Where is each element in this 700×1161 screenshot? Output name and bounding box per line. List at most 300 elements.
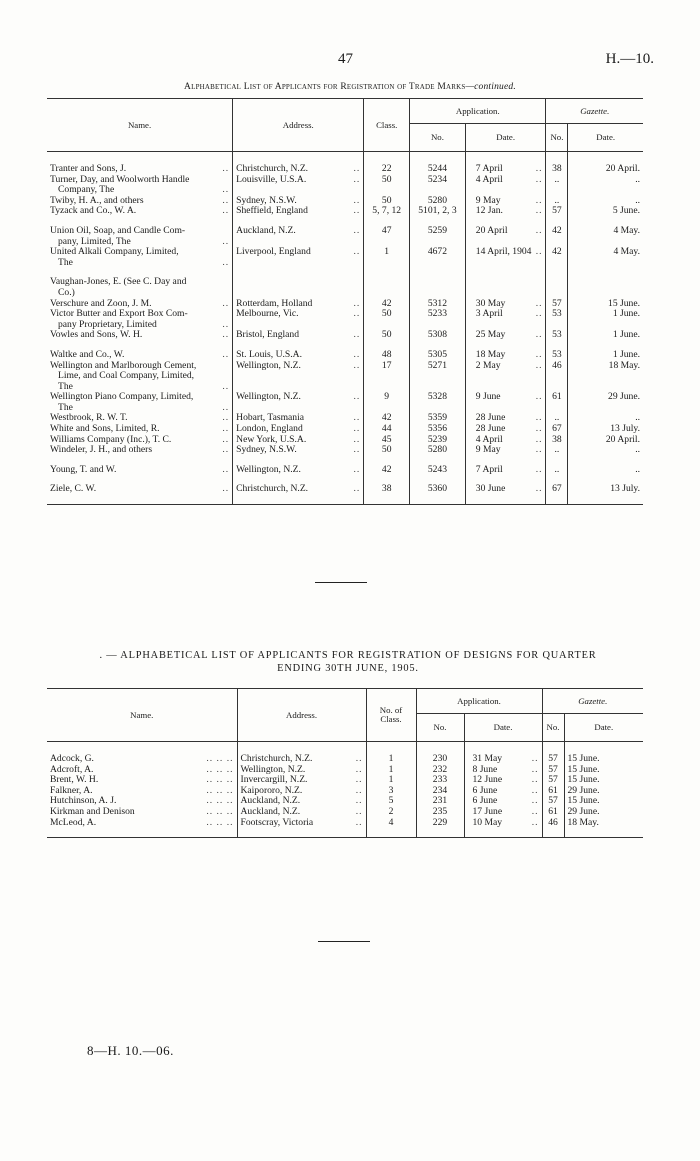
- class-number: 47: [364, 226, 410, 247]
- leader-dots: ..: [355, 753, 363, 764]
- gazette-date: 29 June.: [567, 784, 600, 796]
- applicant-address: [233, 361, 364, 393]
- designs-col-gazette-header: Gazette.: [542, 689, 643, 714]
- gazette-date: 4 May.: [613, 246, 640, 258]
- designs-col-gaz-no-header: No.: [542, 714, 564, 742]
- class-number: 22: [364, 164, 410, 175]
- class-number: 9: [364, 392, 410, 413]
- applicant-address-text: Sydney, N.S.W.: [236, 444, 297, 456]
- table-row: [47, 277, 643, 298]
- applicant-address-text: New York, U.S.A.: [236, 433, 307, 445]
- applicant-name-line: Wellington Piano Company, Limited,: [50, 391, 194, 403]
- spacer-cell: [546, 268, 568, 277]
- class-number: 3: [366, 786, 416, 797]
- application-number: 234: [416, 786, 464, 797]
- applicant-name-line: Waltke and Co., W.: [50, 348, 125, 360]
- application-number: 5271: [410, 361, 466, 393]
- spacer-cell: [47, 495, 233, 505]
- gazette-date: 1 June.: [612, 329, 640, 341]
- class-number: 48: [364, 350, 410, 361]
- leader-dots: ..: [353, 205, 361, 217]
- col-gaz-date-header: Date.: [568, 124, 643, 152]
- applicant-name-line: Union Oil, Soap, and Candle Com-: [50, 224, 186, 236]
- applicant-name-line: Twiby, H. A., and others: [50, 194, 144, 206]
- gazette-number: 67: [546, 424, 568, 435]
- application-date-text: 28 June: [475, 423, 506, 435]
- applicant-name: [47, 226, 233, 247]
- class-number: 1: [366, 775, 416, 786]
- gazette-number: 57: [542, 765, 564, 776]
- application-number: 5305: [410, 350, 466, 361]
- leader-dots: ..: [535, 194, 543, 206]
- leader-dots: ..: [535, 224, 543, 236]
- applicant-name-line: Windeler, J. H., and others: [50, 444, 153, 456]
- leader-dots: .. .. ..: [206, 805, 234, 817]
- applicant-address-text: Hobart, Tasmania: [236, 412, 305, 424]
- table-row: [47, 465, 643, 476]
- leader-dots: ..: [353, 391, 361, 403]
- col-name-header: Name.: [47, 99, 233, 152]
- leader-dots: ..: [222, 423, 230, 435]
- table-row: [47, 807, 643, 818]
- gazette-number: 61: [546, 392, 568, 413]
- leader-dots: ..: [353, 433, 361, 445]
- leader-dots: ..: [222, 433, 230, 445]
- col-gaz-no-header: No.: [546, 124, 568, 152]
- applicant-name: [47, 164, 233, 175]
- applicant-address-text: Christchurch, N.Z.: [236, 483, 309, 495]
- gazette-date: ..: [635, 173, 640, 185]
- spacer-cell: [465, 495, 546, 505]
- applicant-name-text: Adcock, G.: [50, 753, 94, 764]
- class-number: 5: [366, 796, 416, 807]
- leader-dots: ..: [222, 318, 230, 330]
- applicant-address-text: Rotterdam, Holland: [236, 297, 313, 309]
- table-row: [47, 818, 643, 829]
- applicant-name-line: Ziele, C. W.: [50, 483, 97, 495]
- application-date: [465, 206, 546, 217]
- leader-dots: ..: [355, 763, 363, 775]
- class-number: 1: [366, 754, 416, 765]
- applicant-name: [47, 392, 233, 413]
- gazette-date: 1 June.: [612, 348, 640, 360]
- leader-dots: ..: [531, 816, 539, 828]
- application-date: [465, 361, 546, 393]
- designs-col-class-line1: No. of: [379, 705, 403, 715]
- leader-dots: ..: [222, 412, 230, 424]
- application-date-text: 18 May: [475, 348, 506, 360]
- applicant-address-text: Wellington, N.Z.: [240, 763, 306, 775]
- gazette-number: 46: [542, 818, 564, 829]
- leader-dots: ..: [535, 329, 543, 341]
- table-row: [47, 392, 643, 413]
- spacer-cell: [542, 828, 564, 838]
- leader-dots: ..: [535, 433, 543, 445]
- applicant-name: [47, 247, 233, 268]
- table-spacer: [47, 828, 643, 838]
- gazette-number: [546, 277, 568, 298]
- section-divider: [315, 582, 367, 583]
- leader-dots: ..: [222, 444, 230, 456]
- application-date-text: 17 June: [472, 805, 503, 817]
- leader-dots: .. .. ..: [206, 753, 234, 764]
- applicant-address: [233, 247, 364, 268]
- applicant-name-line: Victor Butter and Export Box Com-: [50, 308, 188, 320]
- class-number: 50: [364, 196, 410, 207]
- table-row: [47, 247, 643, 268]
- application-number: [410, 277, 466, 298]
- applicant-name-text: Falkner, A.: [50, 784, 93, 796]
- applicant-name: [47, 818, 237, 829]
- applicant-name-line: Lime, and Coal Company, Limited,: [58, 370, 195, 382]
- gazette-date: 5 June.: [612, 205, 640, 217]
- applicant-address-text: Wellington, N.Z.: [236, 463, 301, 475]
- gazette-number: 46: [546, 361, 568, 393]
- class-number: 42: [364, 413, 410, 424]
- designs-table: [47, 688, 643, 838]
- application-number: 5101, 2, 3: [410, 206, 466, 217]
- application-number: 231: [416, 796, 464, 807]
- spacer-cell: [568, 495, 643, 505]
- leader-dots: ..: [353, 412, 361, 424]
- leader-dots: ..: [535, 205, 543, 217]
- application-number: 5360: [410, 484, 466, 495]
- leader-dots: ..: [353, 463, 361, 475]
- gazette-date: 13 July.: [610, 483, 640, 495]
- application-date-text: 9 May: [475, 444, 501, 456]
- designs-col-app-no-header: No.: [416, 714, 464, 742]
- trade-marks-table: [47, 98, 643, 505]
- application-date-text: 2 May: [475, 359, 501, 371]
- gazette-date: 15 June.: [567, 763, 600, 775]
- leader-dots: ..: [531, 805, 539, 817]
- footer-code: 8—H. 10.—06.: [87, 1043, 174, 1058]
- applicant-name-line: pany, Limited, The: [58, 235, 131, 247]
- leader-dots: ..: [353, 163, 361, 174]
- gazette-number: ..: [546, 413, 568, 424]
- application-date-text: 12 Jan.: [475, 205, 503, 217]
- spacer-cell: [237, 828, 366, 838]
- designs-body: [47, 742, 643, 838]
- applicant-name-line: Westbrook, R. W. T.: [50, 412, 128, 424]
- applicant-name-line: Williams Company (Inc.), T. C.: [50, 433, 172, 445]
- gazette-number: 38: [546, 164, 568, 175]
- spacer-cell: [364, 495, 410, 505]
- class-number: 42: [364, 465, 410, 476]
- gazette-date: 18 May.: [608, 359, 640, 371]
- applicant-address: [233, 392, 364, 413]
- gazette-date: [568, 277, 643, 298]
- application-number: 5356: [410, 424, 466, 435]
- trade-marks-body: [47, 152, 643, 505]
- application-number: 5280: [410, 196, 466, 207]
- applicant-name-line: Verschure and Zoon, J. M.: [50, 297, 152, 309]
- gazette-date: 15 June.: [567, 753, 600, 764]
- class-number: 50: [364, 445, 410, 456]
- applicant-name-line: Company, The: [58, 184, 115, 196]
- leader-dots: .. .. ..: [206, 774, 234, 786]
- applicant-address-text: Wellington, N.Z.: [236, 359, 301, 371]
- applicant-name-line: Vaughan-Jones, E. (See C. Day and: [50, 276, 187, 288]
- application-date-text: 8 June: [472, 763, 498, 775]
- table-spacer: [47, 495, 643, 505]
- application-date-text: 9 June: [475, 391, 501, 403]
- applicant-address: [233, 206, 364, 217]
- spacer-cell: [233, 268, 364, 277]
- gazette-date: 1 June.: [612, 308, 640, 320]
- designs-col-class-header: [366, 689, 416, 742]
- application-date-text: 28 June: [475, 412, 506, 424]
- applicant-name-line: The: [58, 401, 73, 413]
- spacer-cell: [568, 268, 643, 277]
- leader-dots: ..: [535, 297, 543, 309]
- application-date-text: 6 June: [472, 784, 498, 796]
- leader-dots: ..: [531, 753, 539, 764]
- applicant-name: [47, 465, 233, 476]
- applicant-name-line: Wellington and Marlborough Cement,: [50, 359, 197, 371]
- applicant-name-text: Adcroft, A.: [50, 763, 94, 775]
- table-row: [47, 361, 643, 393]
- trade-marks-title: [0, 82, 700, 92]
- application-number: 232: [416, 765, 464, 776]
- applicant-address: [233, 445, 364, 456]
- designs-col-name-header: Name.: [47, 689, 237, 742]
- gazette-date: 15 June.: [608, 297, 640, 309]
- class-number: 50: [364, 175, 410, 196]
- spacer-cell: [465, 268, 546, 277]
- leader-dots: ..: [353, 359, 361, 371]
- gazette-date: ..: [635, 194, 640, 206]
- applicant-name: [47, 350, 233, 361]
- table-row: [47, 309, 643, 330]
- applicant-name-text: Hutchinson, A. J.: [50, 795, 117, 807]
- gazette-date: 20 April.: [605, 163, 640, 174]
- applicant-address-text: Auckland, N.Z.: [236, 224, 296, 236]
- leader-dots: ..: [222, 463, 230, 475]
- leader-dots: ..: [222, 297, 230, 309]
- gazette-number: ..: [546, 465, 568, 476]
- table-row: [47, 754, 643, 765]
- leader-dots: ..: [355, 795, 363, 807]
- applicant-address-text: Liverpool, England: [236, 246, 311, 258]
- spacer-cell: [47, 828, 237, 838]
- application-date: [464, 818, 542, 829]
- applicant-address: [233, 330, 364, 341]
- gazette-date: ..: [635, 463, 640, 475]
- leader-dots: ..: [353, 329, 361, 341]
- application-number: 5244: [410, 164, 466, 175]
- gazette-date: ..: [635, 444, 640, 456]
- gazette-number: 53: [546, 330, 568, 341]
- leader-dots: ..: [355, 774, 363, 786]
- applicant-name-line: The: [58, 380, 73, 392]
- applicant-address: [233, 309, 364, 330]
- application-date-text: 7 April: [475, 163, 503, 174]
- gazette-number: 57: [542, 775, 564, 786]
- leader-dots: ..: [535, 348, 543, 360]
- gazette-date: 29 June.: [608, 391, 640, 403]
- leader-dots: ..: [535, 163, 543, 174]
- leader-dots: ..: [531, 795, 539, 807]
- table-row: [47, 206, 643, 217]
- leader-dots: ..: [222, 184, 230, 196]
- leader-dots: ..: [222, 401, 230, 413]
- gazette-date: 29 June.: [567, 805, 600, 817]
- leader-dots: ..: [222, 329, 230, 341]
- leader-dots: ..: [353, 423, 361, 435]
- applicant-name-line: Co.): [58, 286, 75, 298]
- leader-dots: ..: [535, 246, 543, 258]
- leader-dots: ..: [355, 816, 363, 828]
- designs-col-class-line2: Class.: [380, 714, 402, 724]
- application-date: [465, 465, 546, 476]
- application-date-text: 14 April, 1904: [475, 246, 532, 258]
- table-row: [47, 226, 643, 247]
- class-number: 50: [364, 309, 410, 330]
- applicant-name-line: Turner, Day, and Woolworth Handle: [50, 173, 190, 185]
- applicant-address-text: Invercargill, N.Z.: [240, 774, 308, 786]
- gazette-number: 67: [546, 484, 568, 495]
- table-row: [47, 330, 643, 341]
- gazette-number: 57: [546, 299, 568, 310]
- leader-dots: ..: [353, 173, 361, 185]
- designs-title-line1: . — ALPHABETICAL LIST OF APPLICANTS FOR REGISTRATION OF DESIGNS FOR QUARTER: [99, 650, 597, 661]
- leader-dots: ..: [531, 774, 539, 786]
- leader-dots: ..: [353, 224, 361, 236]
- leader-dots: .. .. ..: [206, 763, 234, 775]
- applicant-name-line: The: [58, 256, 73, 268]
- application-date: [465, 330, 546, 341]
- leader-dots: ..: [222, 348, 230, 360]
- spacer-cell: [366, 828, 416, 838]
- leader-dots: ..: [535, 359, 543, 371]
- spacer-cell: [546, 495, 568, 505]
- trade-marks-title-suffix: —continued.: [465, 82, 516, 92]
- application-number: 4672: [410, 247, 466, 268]
- gazette-number: ..: [546, 445, 568, 456]
- applicant-name-line: White and Sons, Limited, R.: [50, 423, 160, 435]
- leader-dots: ..: [535, 173, 543, 185]
- gazette-number: 57: [542, 796, 564, 807]
- class-number: 50: [364, 330, 410, 341]
- applicant-address-text: Louisville, U.S.A.: [236, 173, 307, 185]
- leader-dots: ..: [535, 444, 543, 456]
- gazette-date: 20 April.: [605, 433, 640, 445]
- applicant-name: [47, 175, 233, 196]
- leader-dots: ..: [535, 308, 543, 320]
- applicant-name: [47, 445, 233, 456]
- application-number: 230: [416, 754, 464, 765]
- application-date-text: 30 May: [475, 297, 506, 309]
- leader-dots: ..: [355, 805, 363, 817]
- application-date-text: 4 April: [475, 173, 503, 185]
- gazette-number: 38: [546, 435, 568, 446]
- gazette-number: ..: [546, 196, 568, 207]
- spacer-cell: [233, 495, 364, 505]
- leader-dots: ..: [222, 163, 230, 174]
- application-date: [465, 445, 546, 456]
- class-number: 1: [364, 247, 410, 268]
- leader-dots: .. .. ..: [206, 784, 234, 796]
- application-date-text: 3 April: [475, 308, 503, 320]
- section-divider: [318, 941, 370, 942]
- spacer-cell: [364, 268, 410, 277]
- applicant-address-text: Christchurch, N.Z.: [236, 163, 309, 174]
- applicant-address-text: Auckland, N.Z.: [240, 795, 301, 807]
- applicant-address-text: Sydney, N.S.W.: [236, 194, 297, 206]
- class-number: 4: [366, 818, 416, 829]
- applicant-address: [237, 818, 366, 829]
- applicant-name: [47, 361, 233, 393]
- leader-dots: ..: [353, 308, 361, 320]
- designs-col-gaz-date-header: Date.: [564, 714, 643, 742]
- gazette-number: ..: [546, 175, 568, 196]
- applicant-name-line: Vowles and Sons, W. H.: [50, 329, 143, 341]
- application-date-text: 7 April: [475, 463, 503, 475]
- leader-dots: ..: [531, 784, 539, 796]
- applicant-address: [233, 175, 364, 196]
- applicant-name: [47, 206, 233, 217]
- class-number: 42: [364, 299, 410, 310]
- designs-col-application-header: Application.: [416, 689, 542, 714]
- class-number: 17: [364, 361, 410, 393]
- class-number: 44: [364, 424, 410, 435]
- designs-col-address-header: Address.: [237, 689, 366, 742]
- application-number: 5233: [410, 309, 466, 330]
- applicant-name-line: United Alkali Company, Limited,: [50, 246, 179, 258]
- gazette-number: 57: [546, 206, 568, 217]
- application-date-text: 31 May: [472, 753, 503, 764]
- designs-title: [48, 650, 648, 675]
- leader-dots: ..: [535, 463, 543, 475]
- application-number: 5308: [410, 330, 466, 341]
- table-row: [47, 350, 643, 361]
- application-date: [465, 484, 546, 495]
- application-date: [465, 226, 546, 247]
- gazette-number: 42: [546, 247, 568, 268]
- table-row: [47, 445, 643, 456]
- leader-dots: .. .. ..: [206, 816, 234, 828]
- class-number: [364, 277, 410, 298]
- application-number: 233: [416, 775, 464, 786]
- class-number: 1: [366, 765, 416, 776]
- application-date: [465, 175, 546, 196]
- application-date-text: 25 May: [475, 329, 506, 341]
- gazette-date: 13 July.: [610, 423, 640, 435]
- class-number: 2: [366, 807, 416, 818]
- application-number: 5328: [410, 392, 466, 413]
- application-number: 5234: [410, 175, 466, 196]
- col-application-header: Application.: [410, 99, 546, 124]
- application-date-text: 4 April: [475, 433, 503, 445]
- gazette-number: 42: [546, 226, 568, 247]
- applicant-address: [233, 277, 364, 298]
- class-number: 5, 7, 12: [364, 206, 410, 217]
- leader-dots: ..: [222, 205, 230, 217]
- gazette-date: 4 May.: [613, 224, 640, 236]
- application-number: 5280: [410, 445, 466, 456]
- applicant-name-text: Brent, W. H.: [50, 774, 99, 786]
- application-number: 235: [416, 807, 464, 818]
- applicant-address-text: Christchurch, N.Z.: [240, 753, 313, 764]
- leader-dots: ..: [535, 412, 543, 424]
- applicant-name-line: Tyzack and Co., W. A.: [50, 205, 137, 217]
- applicant-address: [233, 484, 364, 495]
- application-number: 229: [416, 818, 464, 829]
- leader-dots: ..: [353, 348, 361, 360]
- application-number: 5259: [410, 226, 466, 247]
- class-number: 45: [364, 435, 410, 446]
